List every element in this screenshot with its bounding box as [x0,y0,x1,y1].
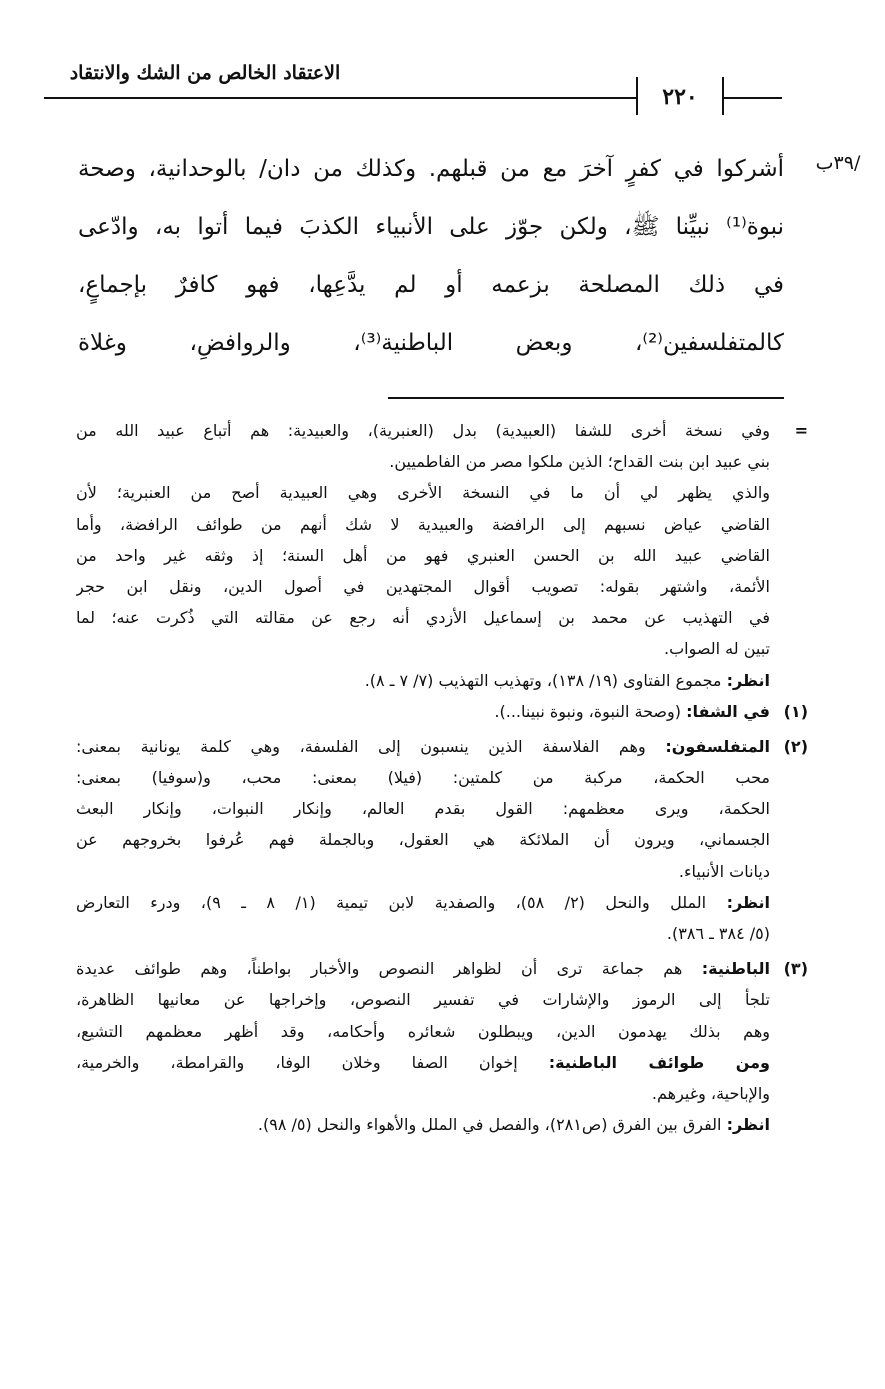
footnote-line [76,793,808,824]
footnote-line [76,731,808,762]
header-rule-right [724,97,782,99]
footnote-text: والإباحية، وغيرهم. [651,1083,770,1103]
footnote-line [76,918,808,949]
footnote-line [76,540,808,571]
footnote-marker: (٣) [783,959,808,979]
header-rule-left [44,97,636,99]
footnote-line [76,1047,808,1078]
footnote-text: محب الحكمة، مركبة من كلمتين: (فيلا) بمعنى: محب، و(سوفيا) بمعنى: [76,768,770,788]
footnote-text: في التهذيب عن محمد بن إسماعيل الأزدي أنه رجع عن مقالته التي ذُكرت عنه؛ لما [76,608,770,628]
footnote-text: ديانات الأنبياء. [678,861,770,881]
header-divider-left [636,77,638,115]
footnote-text: (٥/ ٣٨٤ ـ ٣٨٦). [666,924,770,943]
footnote-term: ومن طوائف الباطنية: [548,1052,770,1072]
footnote-line [76,633,808,664]
footnote-text: وهم الفلاسفة الذين ينسبون إلى الفلسفة، وهي كلمة يونانية بمعنى: [76,736,666,756]
manuscript-folio-marker: /٣٩ب [815,152,861,174]
footnote-term: انظر: [726,670,770,690]
footnote-text: بني عبيد ابن بنت القداح؛ الذين ملكوا مصر من الفاطميين. [389,452,770,472]
footnote-list [76,696,808,1141]
footnotes [76,415,808,1140]
footnote-text: القاضي عبيد الله بن الحسن العنبري فهو من أهل السنة؛ إذ وثقه غير واحد من [76,545,770,565]
footnote-marker: = [794,421,808,440]
footnote-term: المتفلسفون: [665,736,770,756]
footnote-text: القاضي عياض نسبهم إلى الرافضة والعبيدية لا شك أنهم من طوائف الرافضة، وأما [76,514,770,534]
main-text [78,140,784,372]
footnote-text: الأئمة، واشتهر بقوله: تصويب أقوال المجتهدين في أصول الدين، ونقل ابن حجر [76,576,770,596]
footnote-text: الحكمة، ويرى معظمهم: القول بقدم العالم، وإنكار النبوات، وإنكار البعث [76,799,770,819]
body-line: أشركوا في كفرٍ آخرَ مع من قبلهم. وكذلك من دان/ بالوحدانية، وصحة [78,156,784,182]
footnote-marker: (١) [783,701,808,721]
footnote-line [76,984,808,1015]
footnote-text: إخوان الصفا وخلان الوفا، والقرامطة، والخرمية، [76,1052,549,1072]
footnote-line [76,762,808,793]
footnote-line [76,509,808,540]
footnote-line [76,953,808,984]
footnote-line [76,856,808,887]
footnote-line [76,665,808,696]
footnote-text: الجسماني، ويرون أن الملائكة هي العقول، وبالجملة فهم عُرفوا بخروجهم عن [76,830,770,850]
footnote-text: وفي نسخة أخرى للشفا (العبيدية) بدل (العنبرية)، والعبيدية: هم أتباع عبيد الله من [76,421,770,440]
footnote-text: والذي يظهر لي أن ما في النسخة الأخرى وهي العبيدية أصح من العنبرية؛ لأن [76,483,770,503]
footnote-term: انظر: [726,1115,770,1135]
footnote-marker: (٢) [783,736,808,756]
body-line: نبوة⁽¹⁾ نبيِّنا ﷺ، ولكن جوّز على الأنبياء الكذبَ فيما أتوا به، وادّعى [78,214,784,240]
footnote-term: في الشفا: [686,701,770,721]
footnote-line [76,571,808,602]
footnote-text: وهم بذلك يهدمون الدين، ويبطلون شعائره وأحكامه، وقد أظهر معظمهم التشيع، [76,1021,770,1041]
footnote-text: (وصحة النبوة، ونبوة نبينا...). [494,701,687,721]
footnote-text: الملل والنحل (٢/ ٥٨)، والصفدية لابن تيمية (١/ ٨ ـ ٩)، ودرء التعارض [76,892,727,912]
footnote-line [76,1078,808,1109]
footnote-line [76,446,808,477]
footnote-continuation [76,415,808,696]
footnote-line [76,602,808,633]
footnote-text: مجموع الفتاوى (١٩/ ١٣٨)، وتهذيب التهذيب (٧/ ٧ ـ ٨). [364,670,727,690]
footnote-line [76,1109,808,1140]
footnote-line [76,415,808,446]
footnote-text: هم جماعة ترى أن لظواهر النصوص والأخبار بواطناً، وهم طوائف عديدة [76,959,702,979]
footnote-term: الباطنية: [701,959,770,979]
running-title: الاعتقاد الخالص من الشك والانتقاد [69,62,341,84]
footnote-line [76,887,808,918]
body-line: كالمتفلسفين⁽²⁾، وبعض الباطنية⁽³⁾، والروافضِ، وغلاة [78,330,784,356]
footnote-text: الفرق بين الفرق (ص٢٨١)، والفصل في الملل والأهواء والنحل (٥/ ٩٨). [257,1115,727,1135]
header-divider-right [722,77,724,115]
footnote-line [76,824,808,855]
footnote-separator [388,397,784,399]
footnote-text: تلجأ إلى الرموز والإشارات في تفسير النصوص، وإخراجها عن معانيها الظاهرة، [76,990,770,1010]
footnote-line [76,477,808,508]
body-line: في ذلك المصلحة بزعمه أو لم يدَّعِها، فهو كافرٌ بإجماعٍ، [78,272,784,298]
page-number: ٢٢٠ [662,84,698,110]
footnote-text: تبين له الصواب. [664,639,770,659]
footnote-term: انظر: [726,892,770,912]
footnote-line [76,696,808,727]
footnote-line [76,1016,808,1047]
